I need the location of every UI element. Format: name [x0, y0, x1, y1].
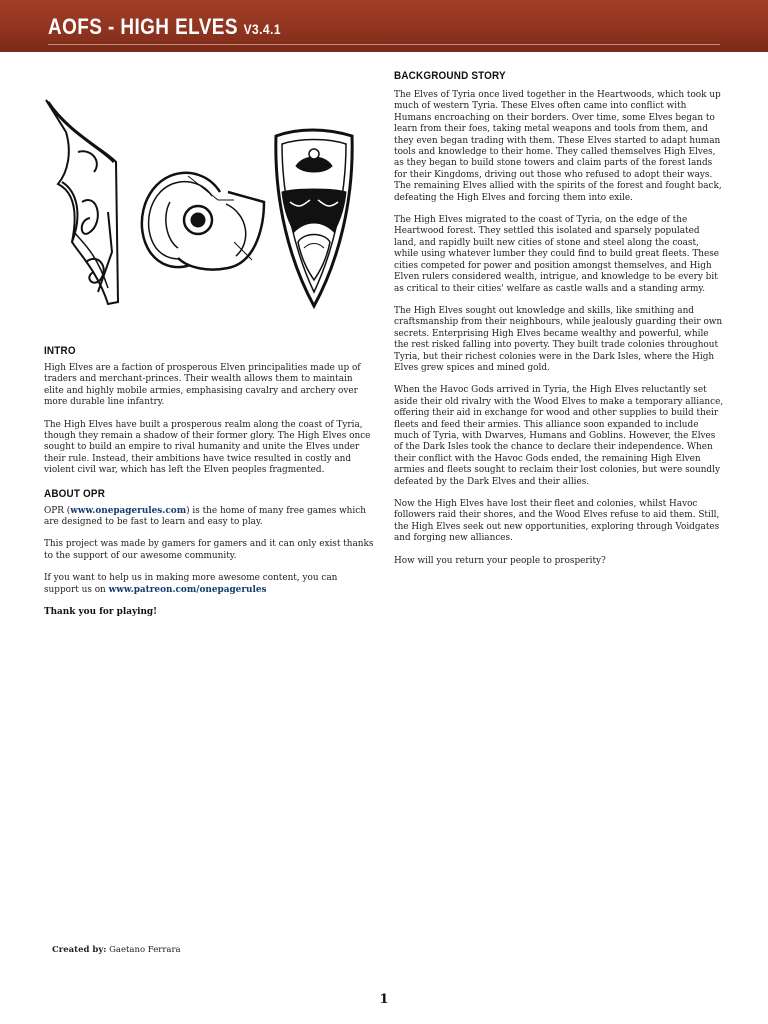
weapons-illustration: [38, 92, 364, 312]
about-heading: ABOUT OPR: [44, 487, 106, 500]
background-paragraph-2: The High Elves migrated to the coast of Tyria, on the edge of the Heartwood forest. They settled this isolated and sparsely populated land, and rapidly built new cities of stone and steel along the coast, while using whatever lumber they could find to build great fleets. These cities competed for power and position amongst themselves, and High Elven rulers considered wealth, intrigue, and knowledge to be every bit as critical to their cities' welfare as castle walls and a standing army.: [394, 215, 720, 294]
background-paragraph-6: How will you return your people to prosperity?: [394, 555, 606, 566]
round-shield-icon: [142, 173, 264, 270]
intro-section: [44, 345, 374, 477]
left-column: [44, 345, 374, 630]
about-p1-suffix: ) is the home of many free games which are designed to be fast to learn and easy to play.: [44, 505, 366, 528]
about-p3-prefix: If you want to help us in making more awesome content, you can support us on: [44, 573, 338, 595]
thanks-text: Thank you for playing!: [44, 607, 158, 618]
background-paragraph-3: The High Elves sought out knowledge and skills, like smithing and craftsmanship from their neighbours, while jealously guarding their own secrets. Enterprising High Elves became wealthy and powerful, while the rest risked falling into poverty. They built trade colonies throughout Tyria, but their richest colonies were in the Dark Isles, where the High Elves grew spices and mined gold.: [394, 305, 723, 373]
about-p1-prefix: OPR (: [44, 505, 71, 516]
about-paragraph-3: [44, 573, 374, 596]
about-paragraph-1: [44, 506, 374, 529]
right-column: [394, 70, 724, 578]
credits-name: Gaetano Ferrara: [106, 945, 181, 955]
credits: [52, 945, 181, 955]
intro-heading: INTRO: [44, 345, 76, 357]
background-paragraph-1: The Elves of Tyria once lived together in the Heartwoods, which took up much of western Tyria. These Elves often came into conflict with Humans encroaching on their borders. Over time, some Elves began to learn from their foes, taking metal weapons and tools from them, and they even began trading with them. These Elves started to adapt human tools and knowledge to their home. They called themselves High Elves, as they began to build stone towers and claim parts of the forest lands for their Kingdoms, driving out those who refused to adopt their ways. The remaining Elves allied with the spirits of the forest and fought back, defeating the High Elves and forcing them into exile.: [394, 90, 722, 203]
background-heading: BACKGROUND STORY: [394, 70, 506, 82]
intro-paragraph-2: The High Elves have built a prosperous realm along the coast of Tyria, though they remain a shadow of their former glory. The High Elves once sought to build an empire to rival humanity and unite the Elves under their rule. Instead, their ambitions have twice resulted in costly and violent civil war, which has left the Elven peoples fragmented.: [44, 419, 371, 476]
about-section: [44, 488, 374, 619]
background-paragraph-5: Now the High Elves have lost their fleet and colonies, whilst Havoc followers raid their shores, and the Wood Elves refuse to aid them. Still, the High Elves seek out new opportunities, exploring through Voidgates and forging new alliances.: [394, 499, 720, 544]
credits-label: Created by:: [52, 945, 107, 955]
about-paragraph-2: This project was made by gamers for gamers and it can only exist thanks to the support of our awesome community.: [44, 539, 374, 561]
elven-axe-blade-icon: [46, 100, 118, 304]
background-paragraph-4: When the Havoc Gods arrived in Tyria, the High Elves reluctantly set aside their old rivalry with the Wood Elves to make a temporary alliance, offering their aid in exchange for wood and other supplies to build their fleets and feed their armies. This alliance soon expanded to include much of Tyria, with Dwarves, Humans and Goblins. However, the Elves of the Dark Isles took the chance to declare their independence. When their conflict with the Havoc Gods ended, the remaining High Elven armies and fleets sought to reclaim their lost colonies, but were soundly defeated by the Dark Elves and their allies.: [394, 385, 724, 487]
page-number: 1: [379, 992, 389, 1007]
title-main: AOFS - HIGH ELVES: [48, 14, 238, 39]
patreon-link[interactable]: www.patreon.com/onepagerules: [108, 584, 267, 595]
title-version: V3.4.1: [243, 21, 281, 37]
header-banner: [0, 0, 768, 52]
intro-paragraph-1: High Elves are a faction of prosperous Elven principalities made up of traders and merchant-princes. Their wealth allows them to maintain elite and highly mobile armies, emphasising cavalry and archery over more durable line infantry.: [44, 363, 361, 408]
background-section: [394, 70, 724, 567]
kite-shield-icon: [276, 130, 352, 306]
opr-website-link[interactable]: www.onepagerules.com: [70, 505, 187, 516]
banner-divider: [48, 44, 720, 45]
page-title: [48, 14, 281, 40]
